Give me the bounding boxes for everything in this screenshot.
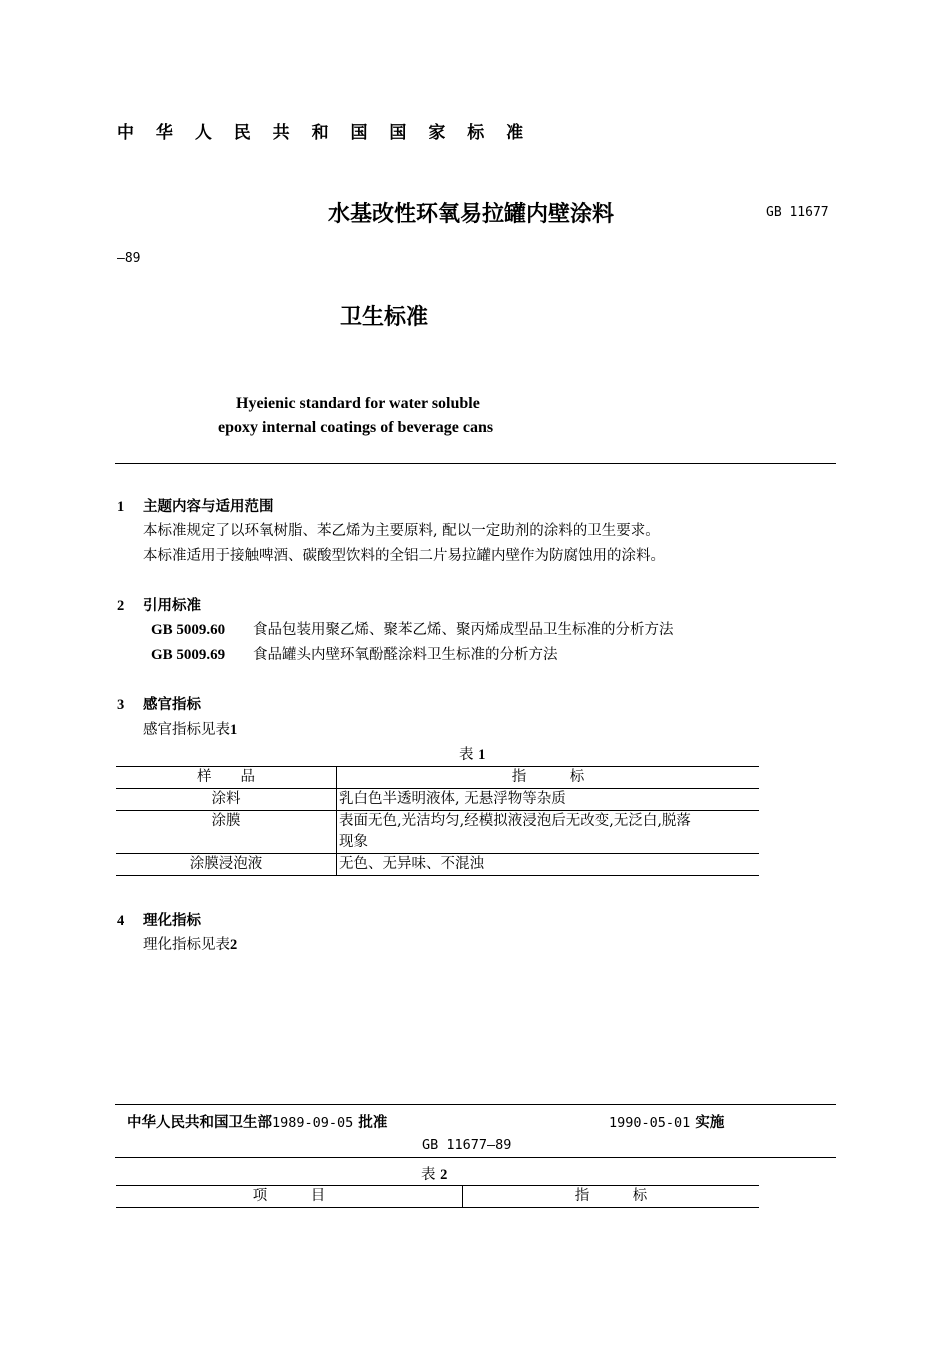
top-divider — [115, 463, 836, 464]
cell-indicator: 乳白色半透明液体, 无悬浮物等杂质 — [337, 789, 760, 811]
english-title-line-1: Hyeienic standard for water soluble — [236, 395, 480, 412]
table-header-row — [116, 1186, 759, 1208]
approval-line — [127, 1111, 387, 1132]
effect-date: 1990-05-01 — [609, 1115, 691, 1131]
table-header-row — [116, 767, 759, 789]
document-subtitle: 卫生标准 — [340, 305, 429, 330]
section-number: 2 — [117, 598, 125, 614]
section-2-heading — [117, 594, 201, 615]
caption-prefix: 表 — [421, 1167, 436, 1183]
caption-prefix: 表 — [459, 747, 474, 763]
section-number: 3 — [117, 697, 125, 713]
caption-number: 2 — [440, 1167, 448, 1183]
table-ref: 2 — [230, 937, 238, 953]
table-2 — [116, 1185, 759, 1208]
paragraph-text: 感官指标见表 — [143, 722, 230, 738]
cell-indicator — [337, 811, 760, 854]
section-number: 1 — [117, 499, 125, 515]
reference-item — [151, 643, 558, 664]
section-3-paragraph — [143, 718, 237, 739]
cell-sample: 涂膜浸泡液 — [116, 854, 337, 876]
table-row — [116, 789, 759, 811]
table-2-caption — [421, 1163, 447, 1184]
effective-line — [609, 1111, 724, 1132]
table-ref: 1 — [230, 722, 238, 738]
header-indicator: 指 标 — [337, 767, 760, 789]
section-title: 引用标准 — [143, 598, 201, 614]
cell-indicator: 无色、无异味、不混浊 — [337, 854, 760, 876]
reference-code: GB 5009.60 — [151, 622, 226, 638]
standard-code: GB 11677 — [766, 205, 829, 220]
section-1-paragraph-2: 本标准适用于接触啤酒、碳酸型饮料的全铝二片易拉罐内壁作为防腐蚀用的涂料。 — [143, 548, 665, 564]
footer-top-divider — [115, 1104, 836, 1105]
section-4-heading — [117, 909, 201, 930]
table-1-caption — [459, 743, 485, 764]
table-1 — [116, 766, 759, 876]
approve-label: 批准 — [358, 1115, 388, 1131]
page-code: GB 11677—89 — [422, 1137, 512, 1153]
header-sample: 样 品 — [116, 767, 337, 789]
reference-text: 食品包装用聚乙烯、聚苯乙烯、聚丙烯成型品卫生标准的分析方法 — [253, 622, 674, 638]
section-number: 4 — [117, 913, 125, 929]
section-3-heading — [117, 693, 201, 714]
issuer: 中华人民共和国卫生部 — [127, 1115, 272, 1131]
effect-label: 实施 — [695, 1115, 725, 1131]
document-title: 水基改性环氧易拉罐内壁涂料 — [328, 202, 615, 227]
section-title: 理化指标 — [143, 913, 201, 929]
reference-item — [151, 618, 674, 639]
table-row — [116, 811, 759, 854]
cell-sample: 涂料 — [116, 789, 337, 811]
standard-year: —89 — [117, 251, 141, 266]
section-1-paragraph-1: 本标准规定了以环氧树脂、苯乙烯为主要原料, 配以一定助剂的涂料的卫生要求。 — [143, 523, 660, 539]
reference-code: GB 5009.69 — [151, 647, 226, 663]
section-4-paragraph — [143, 933, 237, 954]
cell-sample: 涂膜 — [116, 811, 337, 854]
reference-text: 食品罐头内壁环氧酚醛涂料卫生标准的分析方法 — [253, 647, 558, 663]
header-indicator: 指 标 — [463, 1186, 760, 1208]
caption-number: 1 — [478, 747, 486, 763]
header-item: 项 目 — [116, 1186, 463, 1208]
footer-bottom-divider — [115, 1157, 836, 1158]
english-title-line-2: epoxy internal coatings of beverage cans — [218, 419, 494, 436]
country-standard-header: 中 华 人 民 共 和 国 国 家 标 准 — [117, 123, 532, 143]
cell-indicator-line-2: 现象 — [339, 834, 368, 850]
section-title: 感官指标 — [143, 697, 201, 713]
table-row — [116, 854, 759, 876]
section-1-heading — [117, 495, 274, 516]
paragraph-text: 理化指标见表 — [143, 937, 230, 953]
section-title: 主题内容与适用范围 — [143, 499, 274, 515]
approve-date: 1989-09-05 — [272, 1115, 354, 1131]
cell-indicator-line-1: 表面无色,光洁均匀,经模拟液浸泡后无改变,无泛白,脱落 — [339, 813, 691, 829]
